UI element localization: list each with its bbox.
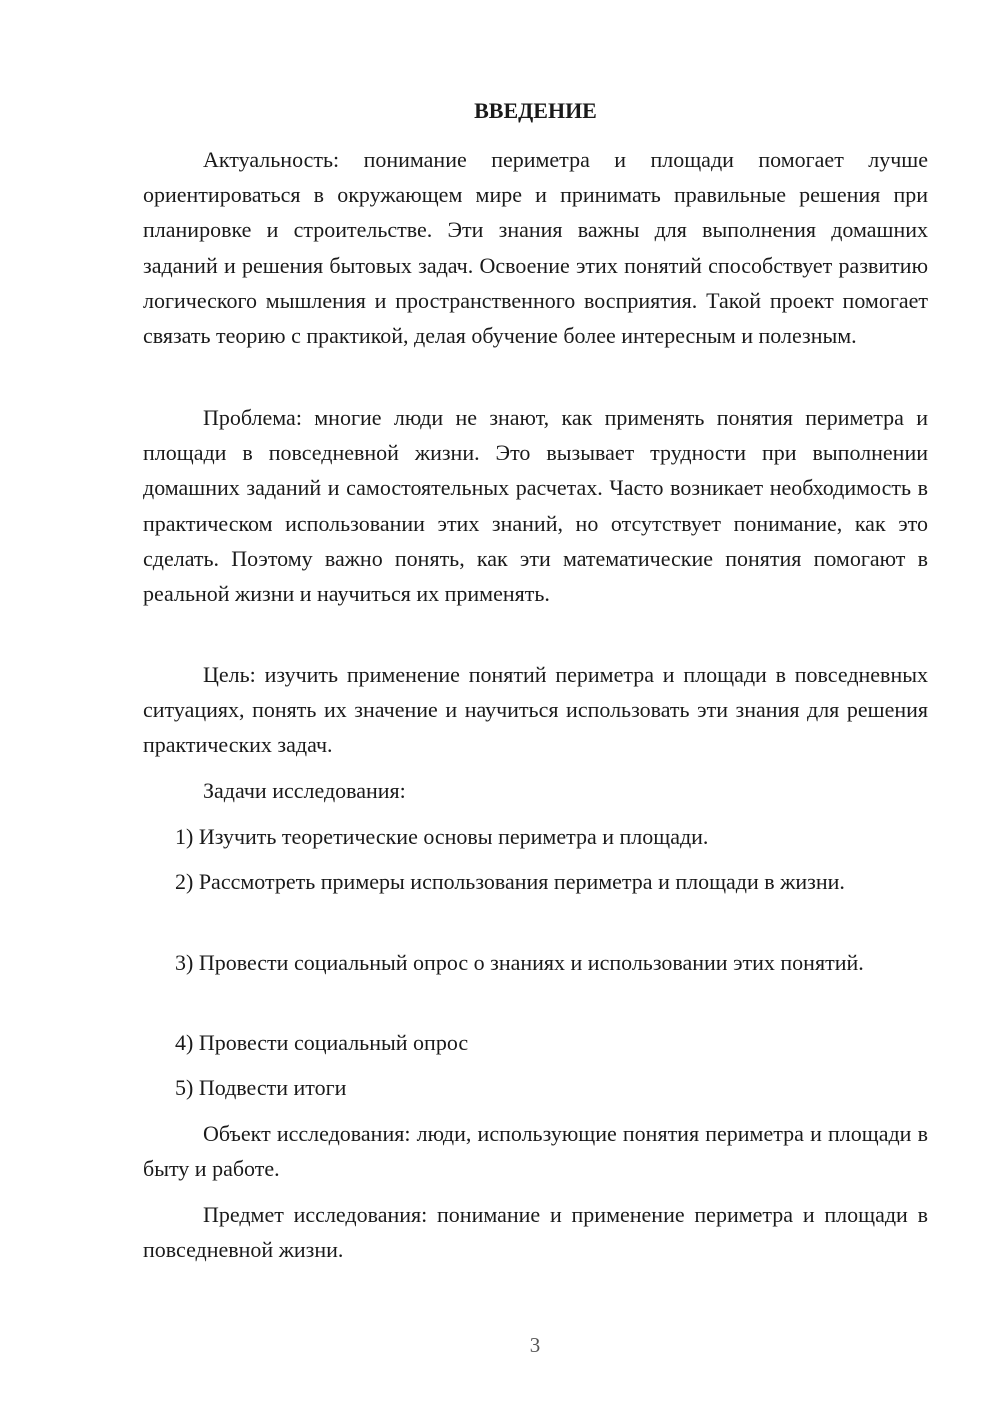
section-heading: ВВЕДЕНИЕ	[474, 98, 597, 123]
object-paragraph: Объект исследования: люди, использующие понятия периметра и площади в быту и работе.	[143, 1121, 928, 1182]
goal-paragraph: Цель: изучить применение понятий периметра и площади в повседневных ситуациях, понять их значение и научиться использовать эти знания для решения практических задач.	[143, 662, 928, 758]
task-item-2: 2) Рассмотреть примеры использования периметра и площади в жизни.	[175, 869, 845, 894]
subject-paragraph: Предмет исследования: понимание и применение периметра и площади в повседневной жизни.	[143, 1202, 928, 1263]
problem-paragraph: Проблема: многие люди не знают, как применять понятия периметра и площади в повседневной жизни. Это вызывает трудности при выполнении домашних заданий и самостоятельных расчетах. Часто возникает необходимость в практическом использовании этих знаний, но отсутствует понимание, как это сделать. Поэтому важно понять, как эти математические понятия помогают в реальной жизни и научиться их применять.	[143, 405, 928, 607]
task-item-1: 1) Изучить теоретические основы периметра и площади.	[175, 824, 709, 849]
task-item-5: 5) Подвести итоги	[175, 1075, 347, 1100]
tasks-heading: Задачи исследования:	[203, 778, 406, 803]
task-item-4: 4) Провести социальный опрос	[175, 1030, 469, 1055]
relevance-paragraph: Актуальность: понимание периметра и площади помогает лучше ориентироваться в окружающем мире и принимать правильные решения при планировке и строительстве. Эти знания важны для выполнения домашних заданий и решения бытовых задач. Освоение этих понятий способствует развитию логического мышления и пространственного восприятия. Такой проект помогает связать теорию с практикой, делая обучение более интересным и полезным.	[143, 147, 928, 349]
task-item-3: 3) Провести социальный опрос о знаниях и использовании этих понятий.	[175, 950, 864, 975]
page-number: 3	[529, 1333, 541, 1357]
